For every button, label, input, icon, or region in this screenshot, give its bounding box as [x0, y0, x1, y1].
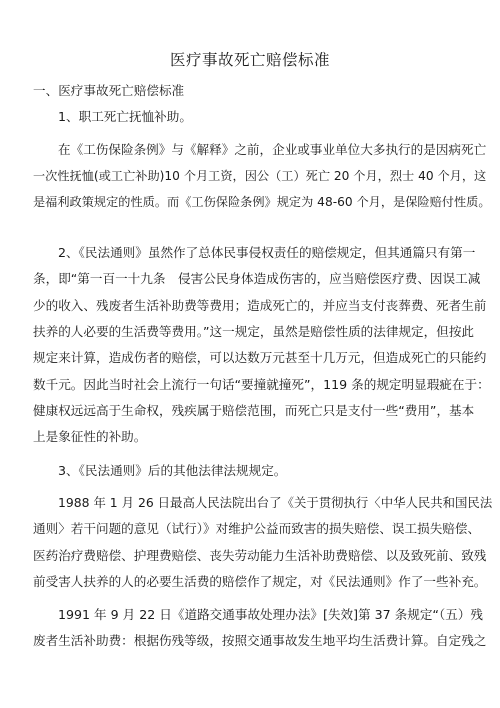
- paragraph-1-line-2: 一次性抚恤(或工亡补助)10 个月工资，因公（工）死亡 20 个月，烈士 40 个月，这: [33, 169, 487, 183]
- paragraph-2-line-1: 2、《民法通则》虽然作了总体民事侵权责任的赔偿规定，但其通篇只有第一: [58, 245, 476, 260]
- paragraph-4-line-2: 通则〉若干问题的意见（试行）》对维护公益而致害的损失赔偿、误工损失赔偿、: [33, 521, 481, 536]
- paragraph-5-line-1: 1991 年 9 月 22 日《道路交通事故处理办法》[失效]第 37 条规定“（五）残: [58, 607, 484, 622]
- paragraph-2-line-3: 少的收入、残废者生活补助费等费用；造成死亡的，并应当支付丧葬费、死者生前: [33, 298, 487, 313]
- item-heading-1: 1、职工死亡抚恤补助。: [58, 109, 192, 124]
- paragraph-2-line-4: 扶养的人必要的生活费等费用。”这一规定，虽然是赔偿性质的法律规定，但按此: [33, 324, 475, 339]
- paragraph-2-line-7: 健康权远远高于生命权，残疾属于赔偿范围，而死亡只是支付一些“费用”，基本: [33, 403, 475, 418]
- section-heading: 一、医疗事故死亡赔偿标准: [33, 83, 185, 98]
- paragraph-5-line-2: 废者生活补助费：根据伤残等级，按照交通事故发生地平均生活费计算。自定残之: [33, 633, 487, 648]
- paragraph-4-line-4: 前受害人扶养的人的必要生活费的赔偿作了规定，对《民法通则》作了一些补充。: [33, 574, 487, 589]
- paragraph-2-line-6: 数千元。因此当时社会上流行一句话“要撞就撞死”，119 条的规定明显瑕疵在于：: [33, 377, 490, 392]
- paragraph-1-line-1: 在《工伤保险条例》与《解释》之前，企业或事业单位大多执行的是因病死亡: [58, 142, 487, 157]
- paragraph-4-line-3: 医药治疗费赔偿、护理费赔偿、丧失劳动能力生活补助费赔偿、以及致死前、致残: [33, 548, 487, 563]
- page-title: 医疗事故死亡赔偿标准: [169, 51, 330, 69]
- paragraph-4-line-1: 1988 年 1 月 26 日最高人民法院出台了《关于贯彻执行〈中华人民共和国民法: [58, 495, 493, 510]
- paragraph-2-line-2: 条，即“第一百一十九条 侵害公民身体造成伤害的，应当赔偿医疗费、因误工减: [33, 271, 481, 286]
- paragraph-2-line-5: 规定来计算，造成伤者的赔偿，可以达数万元甚至十几万元，但造成死亡的只能约: [33, 350, 487, 365]
- paragraph-1-line-3: 是福利政策规定的性质。而《工伤保险条例》规定为 48-60 个月，是保险赔付性质。: [33, 195, 491, 209]
- paragraph-2-line-8: 上是象征性的补助。: [33, 429, 147, 444]
- item-heading-3: 3、《民法通则》后的其他法律法规规定。: [58, 463, 287, 478]
